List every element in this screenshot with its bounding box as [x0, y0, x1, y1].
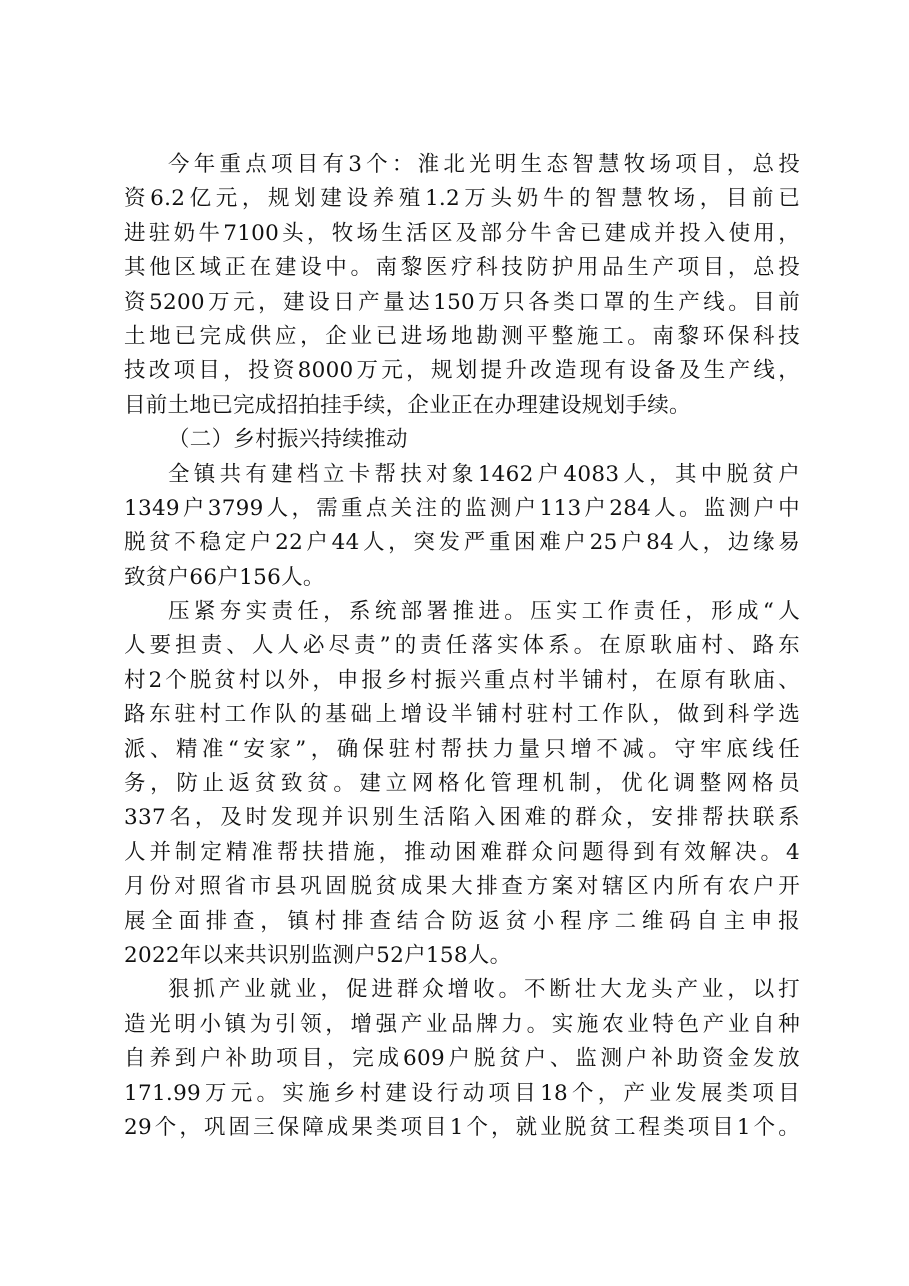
text-line: 今年重点项目有3个：淮北光明生态智慧牧场项目，总投 — [168, 152, 800, 177]
paragraph-households — [124, 458, 800, 596]
text-line: 压紧夯实责任，系统部署推进。压实工作责任，形成“人 — [168, 599, 800, 625]
text-line: 技改项目，投资8000万元，规划提升改造现有设备及生产线， — [124, 358, 800, 384]
text-line: 月份对照省市县巩固脱贫成果大排查方案对辖区内所有农户开 — [124, 874, 800, 900]
text-line: 其他区域正在建设中。南黎医疗科技防护用品生产项目，总投 — [124, 255, 800, 281]
text-line: 337名，及时发现并识别生活陷入困难的群众，安排帮扶联系 — [124, 805, 800, 831]
text-line: 脱贫不稳定户22户44人，突发严重困难户25户84人，边缘易 — [124, 530, 800, 556]
text-line: 29个，巩固三保障成果类项目1个，就业脱贫工程类项目1个。 — [124, 1114, 800, 1140]
text-line: 致贫户66户156人。 — [124, 564, 325, 590]
text-line: 目前土地已完成招拍挂手续，企业正在办理建设规划手续。 — [124, 392, 691, 418]
text-line: 展全面排查，镇村排查结合防返贫小程序二维码自主申报 — [124, 908, 800, 934]
text-line: 全镇共有建档立卡帮扶对象1462户4083人，其中脱贫户 — [168, 461, 800, 487]
text-line: 1349户3799人，需重点关注的监测户113户284人。监测户中 — [124, 495, 800, 521]
text-line: 人要担责、人人必尽责”的责任落实体系。在原耿庙村、路东 — [124, 633, 800, 659]
text-line: 务，防止返贫致贫。建立网格化管理机制，优化调整网格员 — [124, 771, 800, 797]
text-line: 资6.2亿元，规划建设养殖1.2万头奶牛的智慧牧场，目前已 — [124, 186, 800, 212]
section-heading — [124, 423, 800, 457]
paragraph-key-projects — [124, 148, 800, 423]
paragraph-responsibility — [124, 595, 800, 973]
text-line: 派、精准“安家”，确保驻村帮扶力量只增不减。守牢底线任 — [124, 736, 800, 762]
text-line: 人并制定精准帮扶措施，推动困难群众问题得到有效解决。4 — [124, 839, 800, 865]
text-line: 造光明小镇为引领，增强产业品牌力。实施农业特色产业自种 — [124, 1011, 800, 1037]
text-line: 自养到户补助项目，完成609户脱贫户、监测户补助资金发放 — [124, 1046, 800, 1072]
text-line: 2022年以来共识别监测户52户158人。 — [124, 942, 512, 968]
text-line: 狠抓产业就业，促进群众增收。不断壮大龙头产业，以打 — [168, 977, 800, 1003]
section-heading-text: （二）乡村振兴持续推动 — [168, 427, 408, 453]
text-line: 进驻奶牛7100头，牧场生活区及部分牛舍已建成并投入使用， — [124, 220, 800, 246]
text-line: 村2个脱贫村以外，申报乡村振兴重点村半铺村，在原有耿庙、 — [124, 667, 800, 693]
text-line: 土地已完成供应，企业已进场地勘测平整施工。南黎环保科技 — [124, 323, 800, 349]
text-line: 171.99万元。实施乡村建设行动项目18个，产业发展类项目 — [124, 1080, 800, 1106]
document-page — [124, 148, 800, 1145]
text-line: 资5200万元，建设日产量达150万只各类口罩的生产线。目前 — [124, 289, 800, 315]
text-line: 路东驻村工作队的基础上增设半铺村驻村工作队，做到科学选 — [124, 702, 800, 728]
paragraph-industry — [124, 973, 800, 1145]
